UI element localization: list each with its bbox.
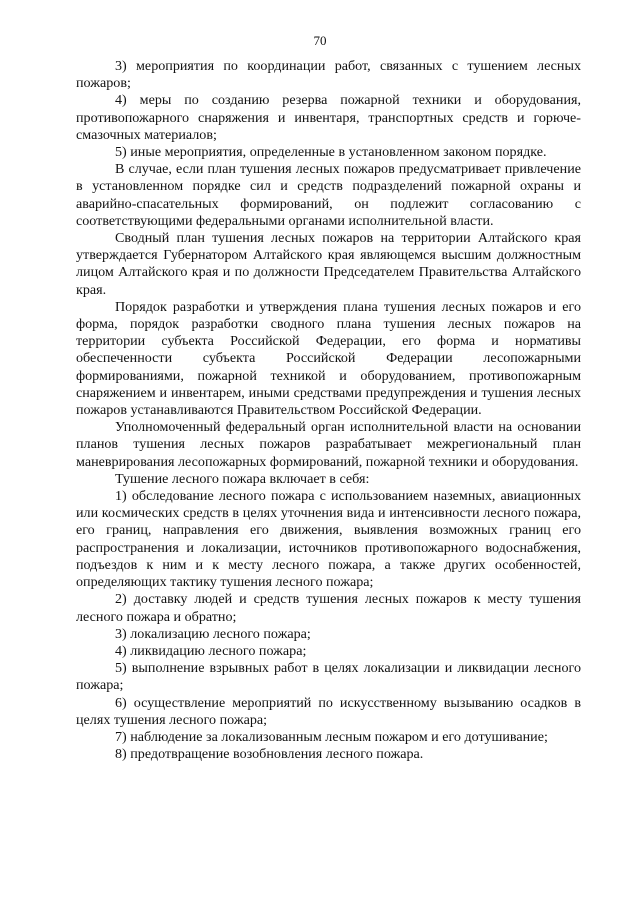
page-number: 70	[313, 33, 327, 48]
paragraph-item-3-coordination: 3) мероприятия по координации работ, связанных с тушением лесных пожаров;	[76, 58, 581, 92]
paragraph-item-4-reserve: 4) меры по созданию резерва пожарной техники и оборудования, противопожарного снаряжения и инвентаря, транспортных средств и горюче-смазочных материалов;	[76, 92, 581, 143]
paragraph-coordination-approval: В случае, если план тушения лесных пожаров предусматривает привлечение в установленном порядке сил и средств подразделений пожарной охраны и аварийно-спасательных формирований, он подлежит согласованию с соответствующими федеральными органами исполнительной власти.	[76, 161, 581, 229]
document-body	[76, 58, 581, 763]
paragraph-interregional-plan: Уполномоченный федеральный орган исполнительной власти на основании планов тушения лесных пожаров разрабатывает межрегиональный план маневрирования лесопожарных формирований, пожарной техники и оборудования.	[76, 419, 581, 470]
paragraph-step-7-monitoring: 7) наблюдение за локализованным лесным пожаром и его дотушивание;	[115, 728, 548, 745]
paragraph-procedure-and-form: Порядок разработки и утверждения плана тушения лесных пожаров и его форма, порядок разработки сводного плана тушения лесных пожаров на территории субъекта Российской Федерации, его форма и нормативы обеспеченности субъекта Российской Федерации лесопожарными формированиями, пожарной техникой и оборудованием, противопожарным снаряжением и инвентарем, иными средствами предупреждения и тушения лесных пожаров устанавливаются Правительством Российской Федерации.	[76, 298, 581, 419]
paragraph-step-2-delivery: 2) доставку людей и средств тушения лесных пожаров к месту тушения лесного пожара и обратно;	[76, 591, 581, 625]
paragraph-step-4-elimination: 4) ликвидацию лесного пожара;	[115, 642, 307, 659]
paragraph-step-5-blasting: 5) выполнение взрывных работ в целях локализации и ликвидации лесного пожара;	[76, 660, 581, 694]
paragraph-step-1-inspection: 1) обследование лесного пожара с использованием наземных, авиационных или космических средств в целях уточнения вида и интенсивности лесного пожара, его границ, направления его движения, выявления возможных границ его распространения и локализации, источников противопожарного водоснабжения, подъездов к ним и к месту лесного пожара, а также других особенностей, определяющих тактику тушения лесного пожара;	[76, 488, 581, 591]
paragraph-item-5-other-measures: 5) иные мероприятия, определенные в установленном законом порядке.	[115, 144, 547, 161]
paragraph-step-6-precipitation: 6) осуществление мероприятий по искусственному вызыванию осадков в целях тушения лесного пожара;	[76, 694, 581, 728]
paragraph-step-8-prevention: 8) предотвращение возобновления лесного пожара.	[115, 746, 424, 763]
paragraph-step-3-localization: 3) локализацию лесного пожара;	[115, 625, 311, 642]
paragraph-firefighting-includes: Тушение лесного пожара включает в себя:	[115, 470, 370, 487]
paragraph-consolidated-plan: Сводный план тушения лесных пожаров на территории Алтайского края утверждается Губернатором Алтайского края являющемся высшим должностным лицом Алтайского края и по должности Председателем Правительства Алтайского края.	[76, 230, 581, 298]
